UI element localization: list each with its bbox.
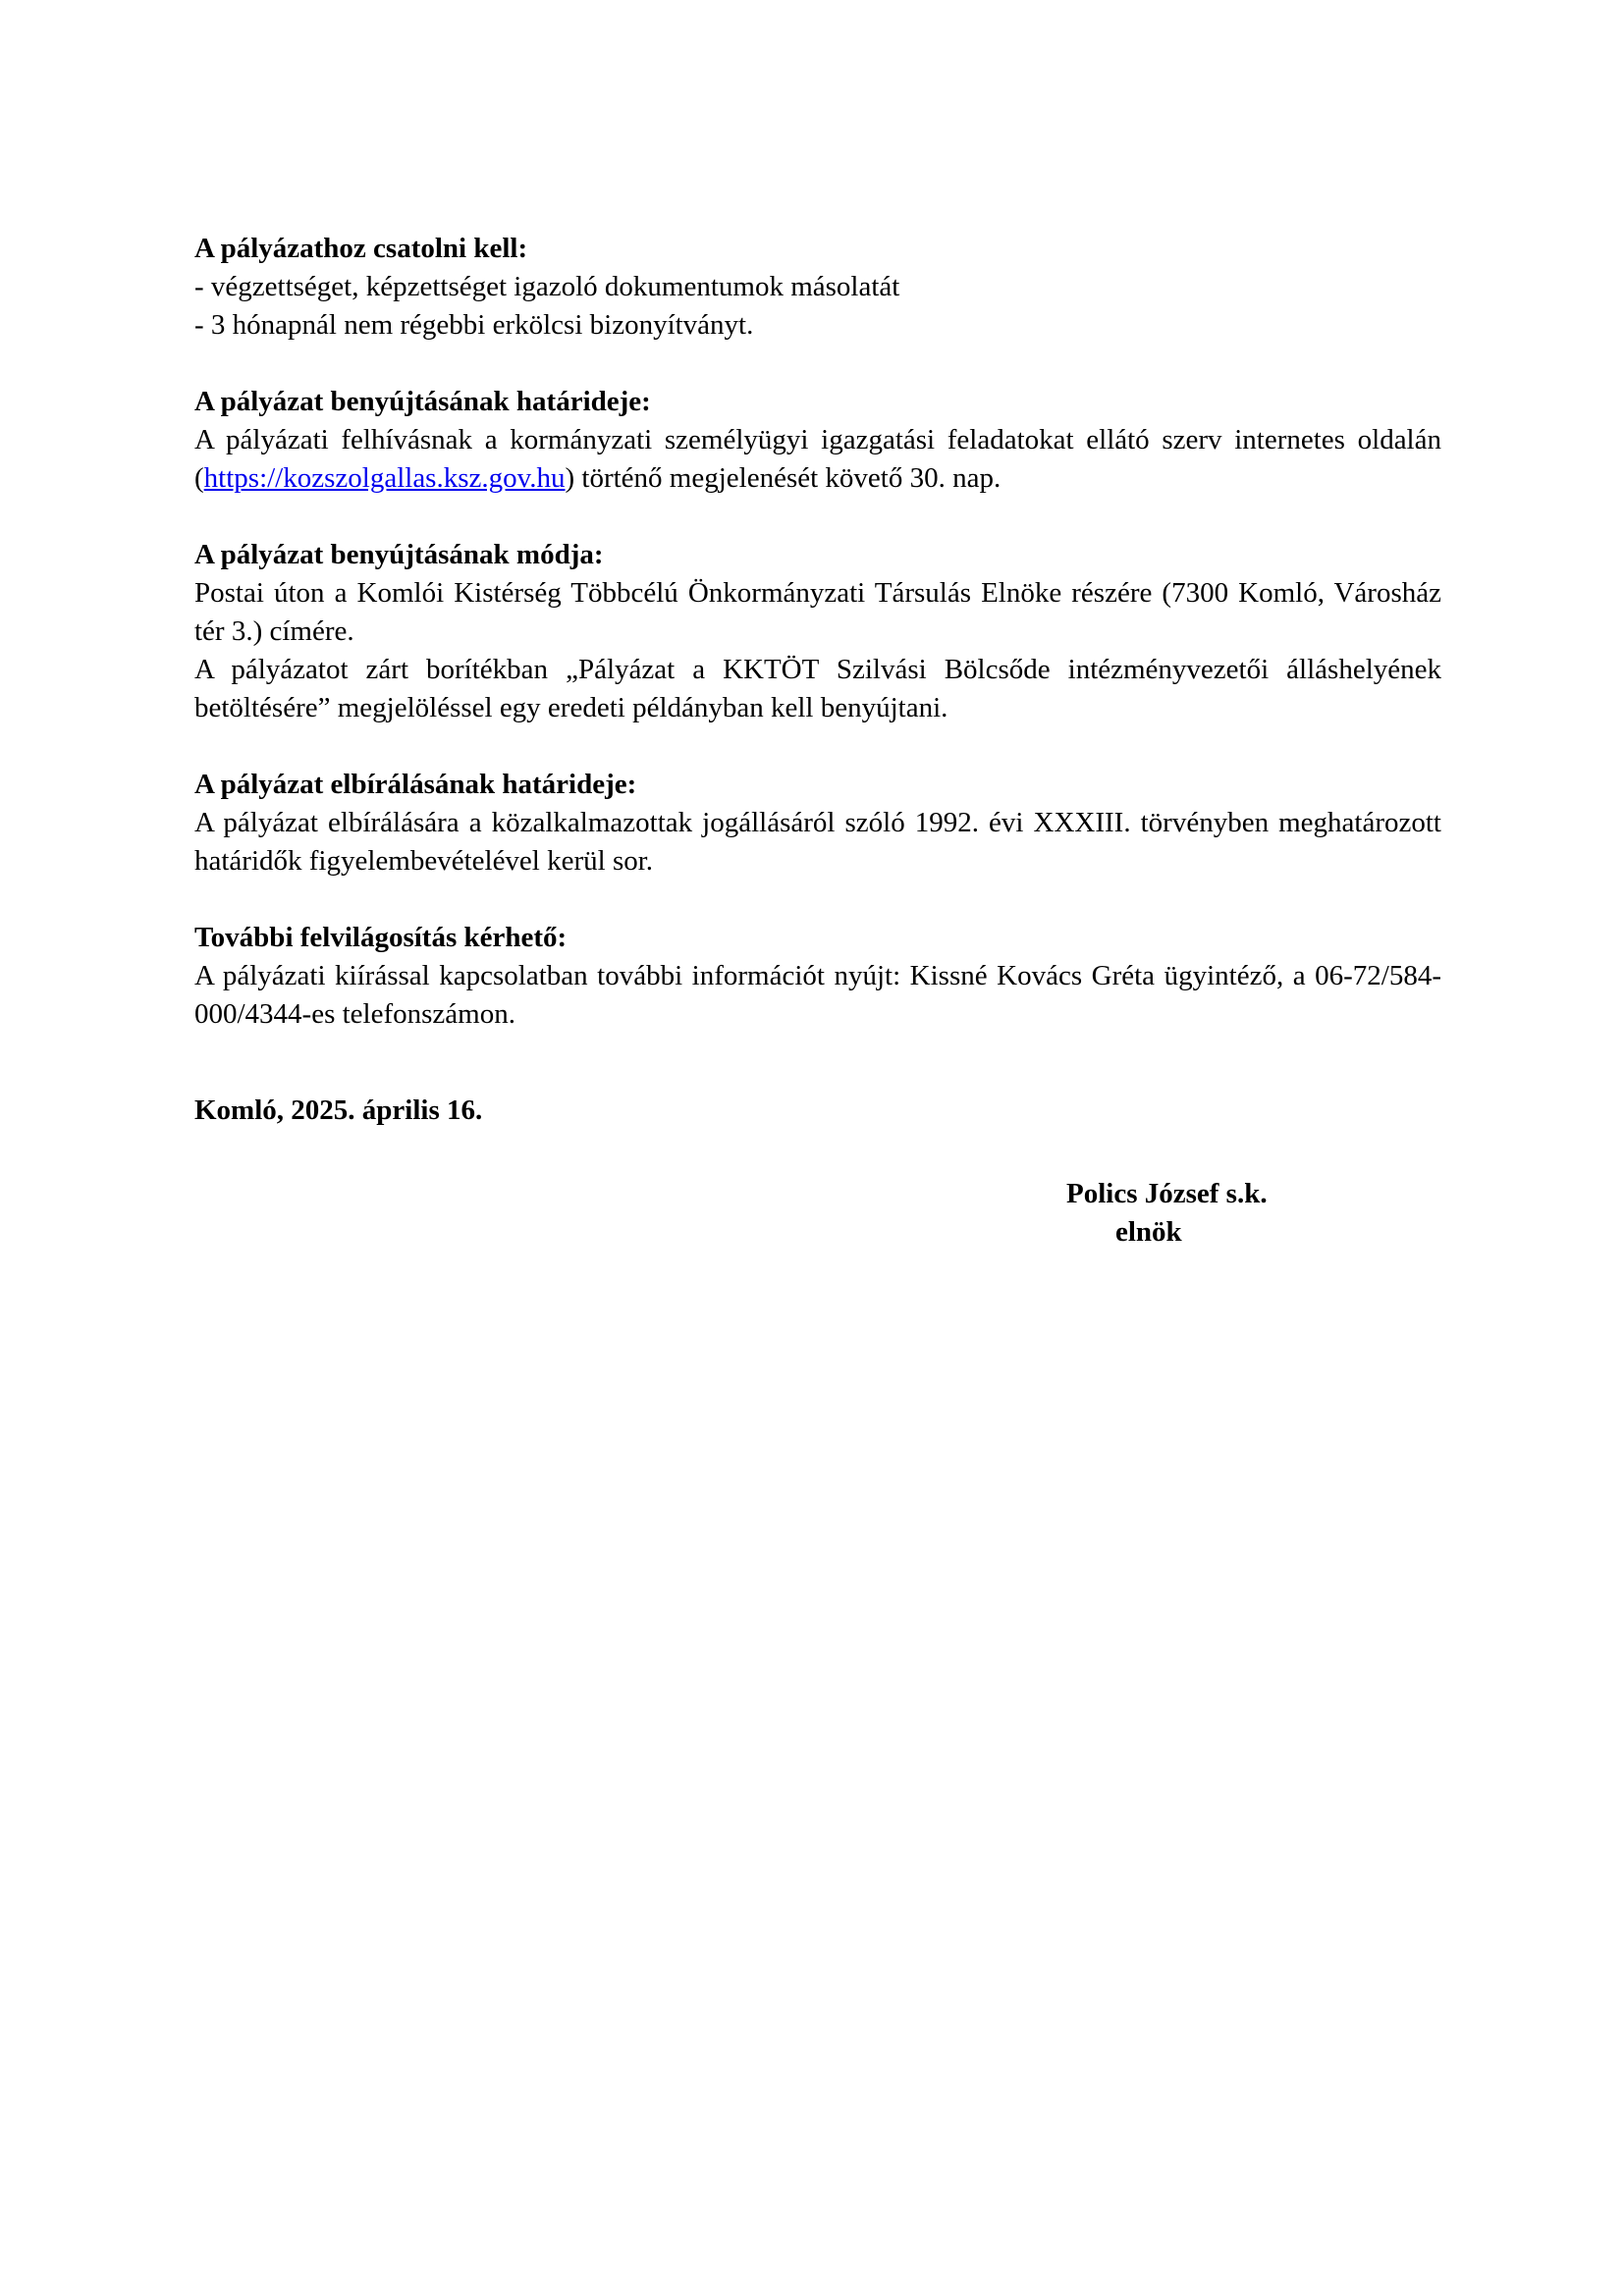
deadline-text bbox=[194, 421, 1441, 498]
signature-block bbox=[1066, 1175, 1268, 1252]
deadline-text-after: ) történő megjelenését követő 30. nap. bbox=[565, 462, 1001, 494]
signature-name: Polics József s.k. bbox=[1066, 1178, 1268, 1209]
info-heading: További felvilágosítás kérhető: bbox=[194, 922, 568, 953]
method-section bbox=[194, 536, 1441, 727]
place-date: Komló, 2025. április 16. bbox=[194, 1095, 483, 1126]
info-section bbox=[194, 919, 1441, 1034]
deadline-section bbox=[194, 383, 1441, 498]
attachment-item: - végzettséget, képzettséget igazoló dokumentumok másolatát bbox=[194, 271, 900, 302]
deadline-text-before: A pályázati felhívásnak a kormányzati személyügyi igazgatási feladatokat ellátó szerv internetes oldalán ( bbox=[194, 424, 1441, 494]
deadline-heading: A pályázat benyújtásának határideje: bbox=[194, 386, 651, 417]
evaluation-section bbox=[194, 766, 1441, 881]
method-heading: A pályázat benyújtásának módja: bbox=[194, 539, 604, 570]
evaluation-text: A pályázat elbírálására a közalkalmazottak jogállásáról szóló 1992. évi XXXIII. törvényben meghatározott határidők figyelembevételével kerül sor. bbox=[194, 807, 1441, 877]
evaluation-heading: A pályázat elbírálásának határideje: bbox=[194, 769, 637, 800]
kozszolgallas-link[interactable]: https://kozszolgallas.ksz.gov.hu bbox=[203, 462, 566, 494]
attachment-item: - 3 hónapnál nem régebbi erkölcsi bizonyítványt. bbox=[194, 309, 754, 341]
attachments-section bbox=[194, 230, 1441, 345]
signature-title: elnök bbox=[1115, 1216, 1182, 1248]
method-paragraph-envelope: A pályázatot zárt borítékban „Pályázat a KKTÖT Szilvási Bölcsőde intézményvezetői álláshelyének betöltésére” megjelöléssel egy eredeti példányban kell benyújtani. bbox=[194, 654, 1441, 723]
document-body bbox=[194, 230, 1441, 1130]
attachments-heading: A pályázathoz csatolni kell: bbox=[194, 233, 528, 264]
method-paragraph-postal: Postai úton a Komlói Kistérség Többcélú Önkormányzati Társulás Elnöke részére (7300 Komló, Városház tér 3.) címére. bbox=[194, 577, 1441, 647]
info-text: A pályázati kiírással kapcsolatban további információt nyújt: Kissné Kovács Gréta ügyintéző, a 06-72/584-000/4344-es telefonszámon. bbox=[194, 960, 1441, 1030]
